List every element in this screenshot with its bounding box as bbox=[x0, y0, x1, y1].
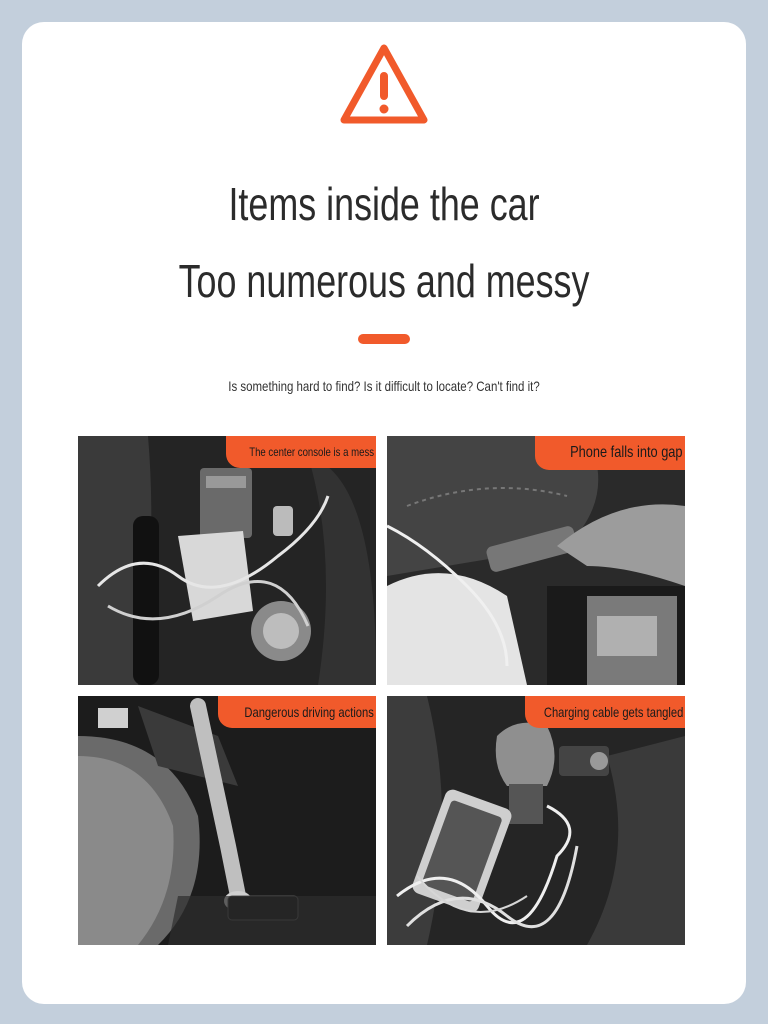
photo-tangled-cable bbox=[387, 696, 685, 945]
title-line-1: Items inside the car bbox=[228, 178, 540, 230]
photo-center-console bbox=[78, 436, 376, 685]
photo-label-tag: Phone falls into gap bbox=[535, 436, 685, 470]
photo-label-tag: The center console is a mess bbox=[226, 436, 376, 468]
phone-gap-photo bbox=[387, 436, 685, 685]
photo-dangerous-driving bbox=[78, 696, 376, 945]
accent-divider bbox=[358, 334, 410, 344]
photo-phone-gap bbox=[387, 436, 685, 685]
center-console-photo bbox=[78, 436, 376, 685]
photo-label-tag: Charging cable gets tangled bbox=[525, 696, 685, 728]
warning-triangle-icon bbox=[338, 42, 430, 128]
tangled-cable-photo bbox=[387, 696, 685, 945]
driving-reach-photo bbox=[78, 696, 376, 945]
photo-label-tag: Dangerous driving actions bbox=[218, 696, 376, 728]
subtitle: Is something hard to find? Is it difficult to locate? Can't find it? bbox=[228, 378, 540, 394]
title-line-2: Too numerous and messy bbox=[178, 255, 590, 307]
